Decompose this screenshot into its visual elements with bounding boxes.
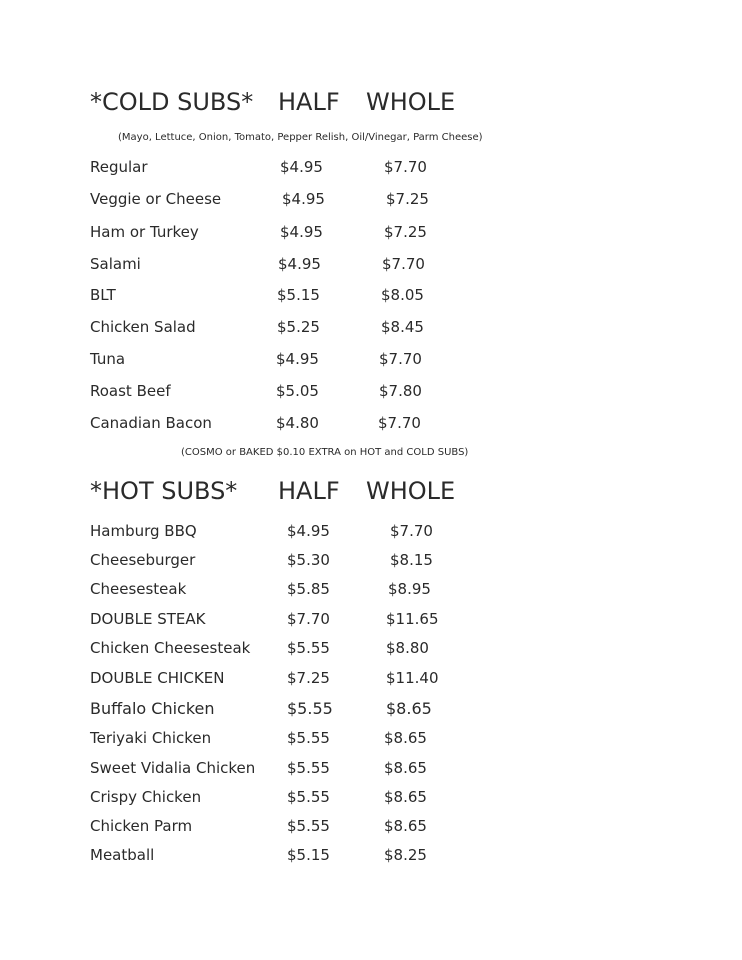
menu-row (0, 416, 742, 436)
whole-price: $7.70 (390, 522, 433, 540)
whole-price: $8.25 (384, 846, 427, 864)
half-price: $5.05 (276, 382, 319, 400)
half-price: $5.15 (277, 286, 320, 304)
item-name: Regular (90, 158, 148, 176)
item-name: Roast Beef (90, 382, 171, 400)
half-price: $5.30 (287, 551, 330, 569)
item-name: Ham or Turkey (90, 223, 199, 241)
half-price: $5.55 (287, 788, 330, 806)
whole-price: $7.80 (379, 382, 422, 400)
whole-price: $7.25 (386, 190, 429, 208)
half-price: $7.70 (287, 610, 330, 628)
menu-row (0, 553, 742, 573)
half-price: $5.15 (287, 846, 330, 864)
whole-price: $7.70 (382, 255, 425, 273)
menu-row (0, 731, 742, 751)
cold-whole-header: WHOLE (366, 88, 456, 116)
half-price: $7.25 (287, 669, 330, 687)
item-name: Chicken Parm (90, 817, 193, 835)
item-name: DOUBLE STEAK (90, 610, 206, 628)
item-name: Veggie or Cheese (90, 190, 222, 208)
menu-row (0, 582, 742, 602)
menu-row (0, 225, 742, 245)
cold-subs-title: *COLD SUBS* (90, 88, 254, 116)
item-name: Hamburg BBQ (90, 522, 197, 540)
item-name: Cheeseburger (90, 551, 196, 569)
whole-price: $8.65 (384, 759, 427, 777)
whole-price: $8.05 (381, 286, 424, 304)
whole-price: $7.70 (384, 158, 427, 176)
item-name: Buffalo Chicken (90, 699, 215, 718)
menu-row (0, 384, 742, 404)
item-name: Canadian Bacon (90, 414, 212, 432)
half-price: $4.80 (276, 414, 319, 432)
item-name: Meatball (90, 846, 155, 864)
whole-price: $8.65 (384, 817, 427, 835)
whole-price: $7.25 (384, 223, 427, 241)
menu-row (0, 790, 742, 810)
half-price: $4.95 (280, 158, 323, 176)
half-price: $4.95 (287, 522, 330, 540)
half-price: $5.55 (287, 699, 333, 718)
half-price: $4.95 (282, 190, 325, 208)
whole-price: $7.70 (379, 350, 422, 368)
whole-price: $8.45 (381, 318, 424, 336)
extra-charge-note: (COSMO or BAKED $0.10 EXTRA on HOT and COLD SUBS) (181, 447, 469, 458)
cold-toppings-note: (Mayo, Lettuce, Onion, Tomato, Pepper Relish, Oil/Vinegar, Parm Cheese) (118, 132, 483, 143)
menu-row (0, 671, 742, 691)
half-price: $4.95 (276, 350, 319, 368)
cold-half-header: HALF (278, 88, 340, 116)
item-name: Teriyaki Chicken (90, 729, 212, 747)
menu-row (0, 288, 742, 308)
item-name: Chicken Salad (90, 318, 196, 336)
whole-price: $8.80 (386, 639, 429, 657)
item-name: Tuna (90, 350, 126, 368)
item-name: Sweet Vidalia Chicken (90, 759, 256, 777)
menu-row (0, 819, 742, 839)
half-price: $5.55 (287, 639, 330, 657)
item-name: DOUBLE CHICKEN (90, 669, 225, 687)
whole-price: $8.65 (384, 788, 427, 806)
half-price: $4.95 (280, 223, 323, 241)
item-name: Crispy Chicken (90, 788, 202, 806)
half-price: $5.25 (277, 318, 320, 336)
menu-row (0, 701, 742, 721)
menu-row (0, 848, 742, 868)
half-price: $4.95 (278, 255, 321, 273)
menu-row (0, 352, 742, 372)
menu-row (0, 160, 742, 180)
half-price: $5.55 (287, 817, 330, 835)
half-price: $5.55 (287, 729, 330, 747)
whole-price: $8.95 (388, 580, 431, 598)
menu-row (0, 612, 742, 632)
hot-half-header: HALF (278, 477, 340, 505)
menu-row (0, 320, 742, 340)
menu-row (0, 524, 742, 544)
hot-whole-header: WHOLE (366, 477, 456, 505)
half-price: $5.85 (287, 580, 330, 598)
whole-price: $11.40 (386, 669, 439, 687)
item-name: Cheesesteak (90, 580, 187, 598)
menu-row (0, 257, 742, 277)
whole-price: $8.65 (384, 729, 427, 747)
whole-price: $8.15 (390, 551, 433, 569)
item-name: BLT (90, 286, 116, 304)
menu-row (0, 192, 742, 212)
item-name: Chicken Cheesesteak (90, 639, 251, 657)
half-price: $5.55 (287, 759, 330, 777)
item-name: Salami (90, 255, 141, 273)
menu-row (0, 761, 742, 781)
whole-price: $11.65 (386, 610, 439, 628)
whole-price: $8.65 (386, 699, 432, 718)
hot-subs-title: *HOT SUBS* (90, 477, 238, 505)
whole-price: $7.70 (378, 414, 421, 432)
menu-row (0, 641, 742, 661)
